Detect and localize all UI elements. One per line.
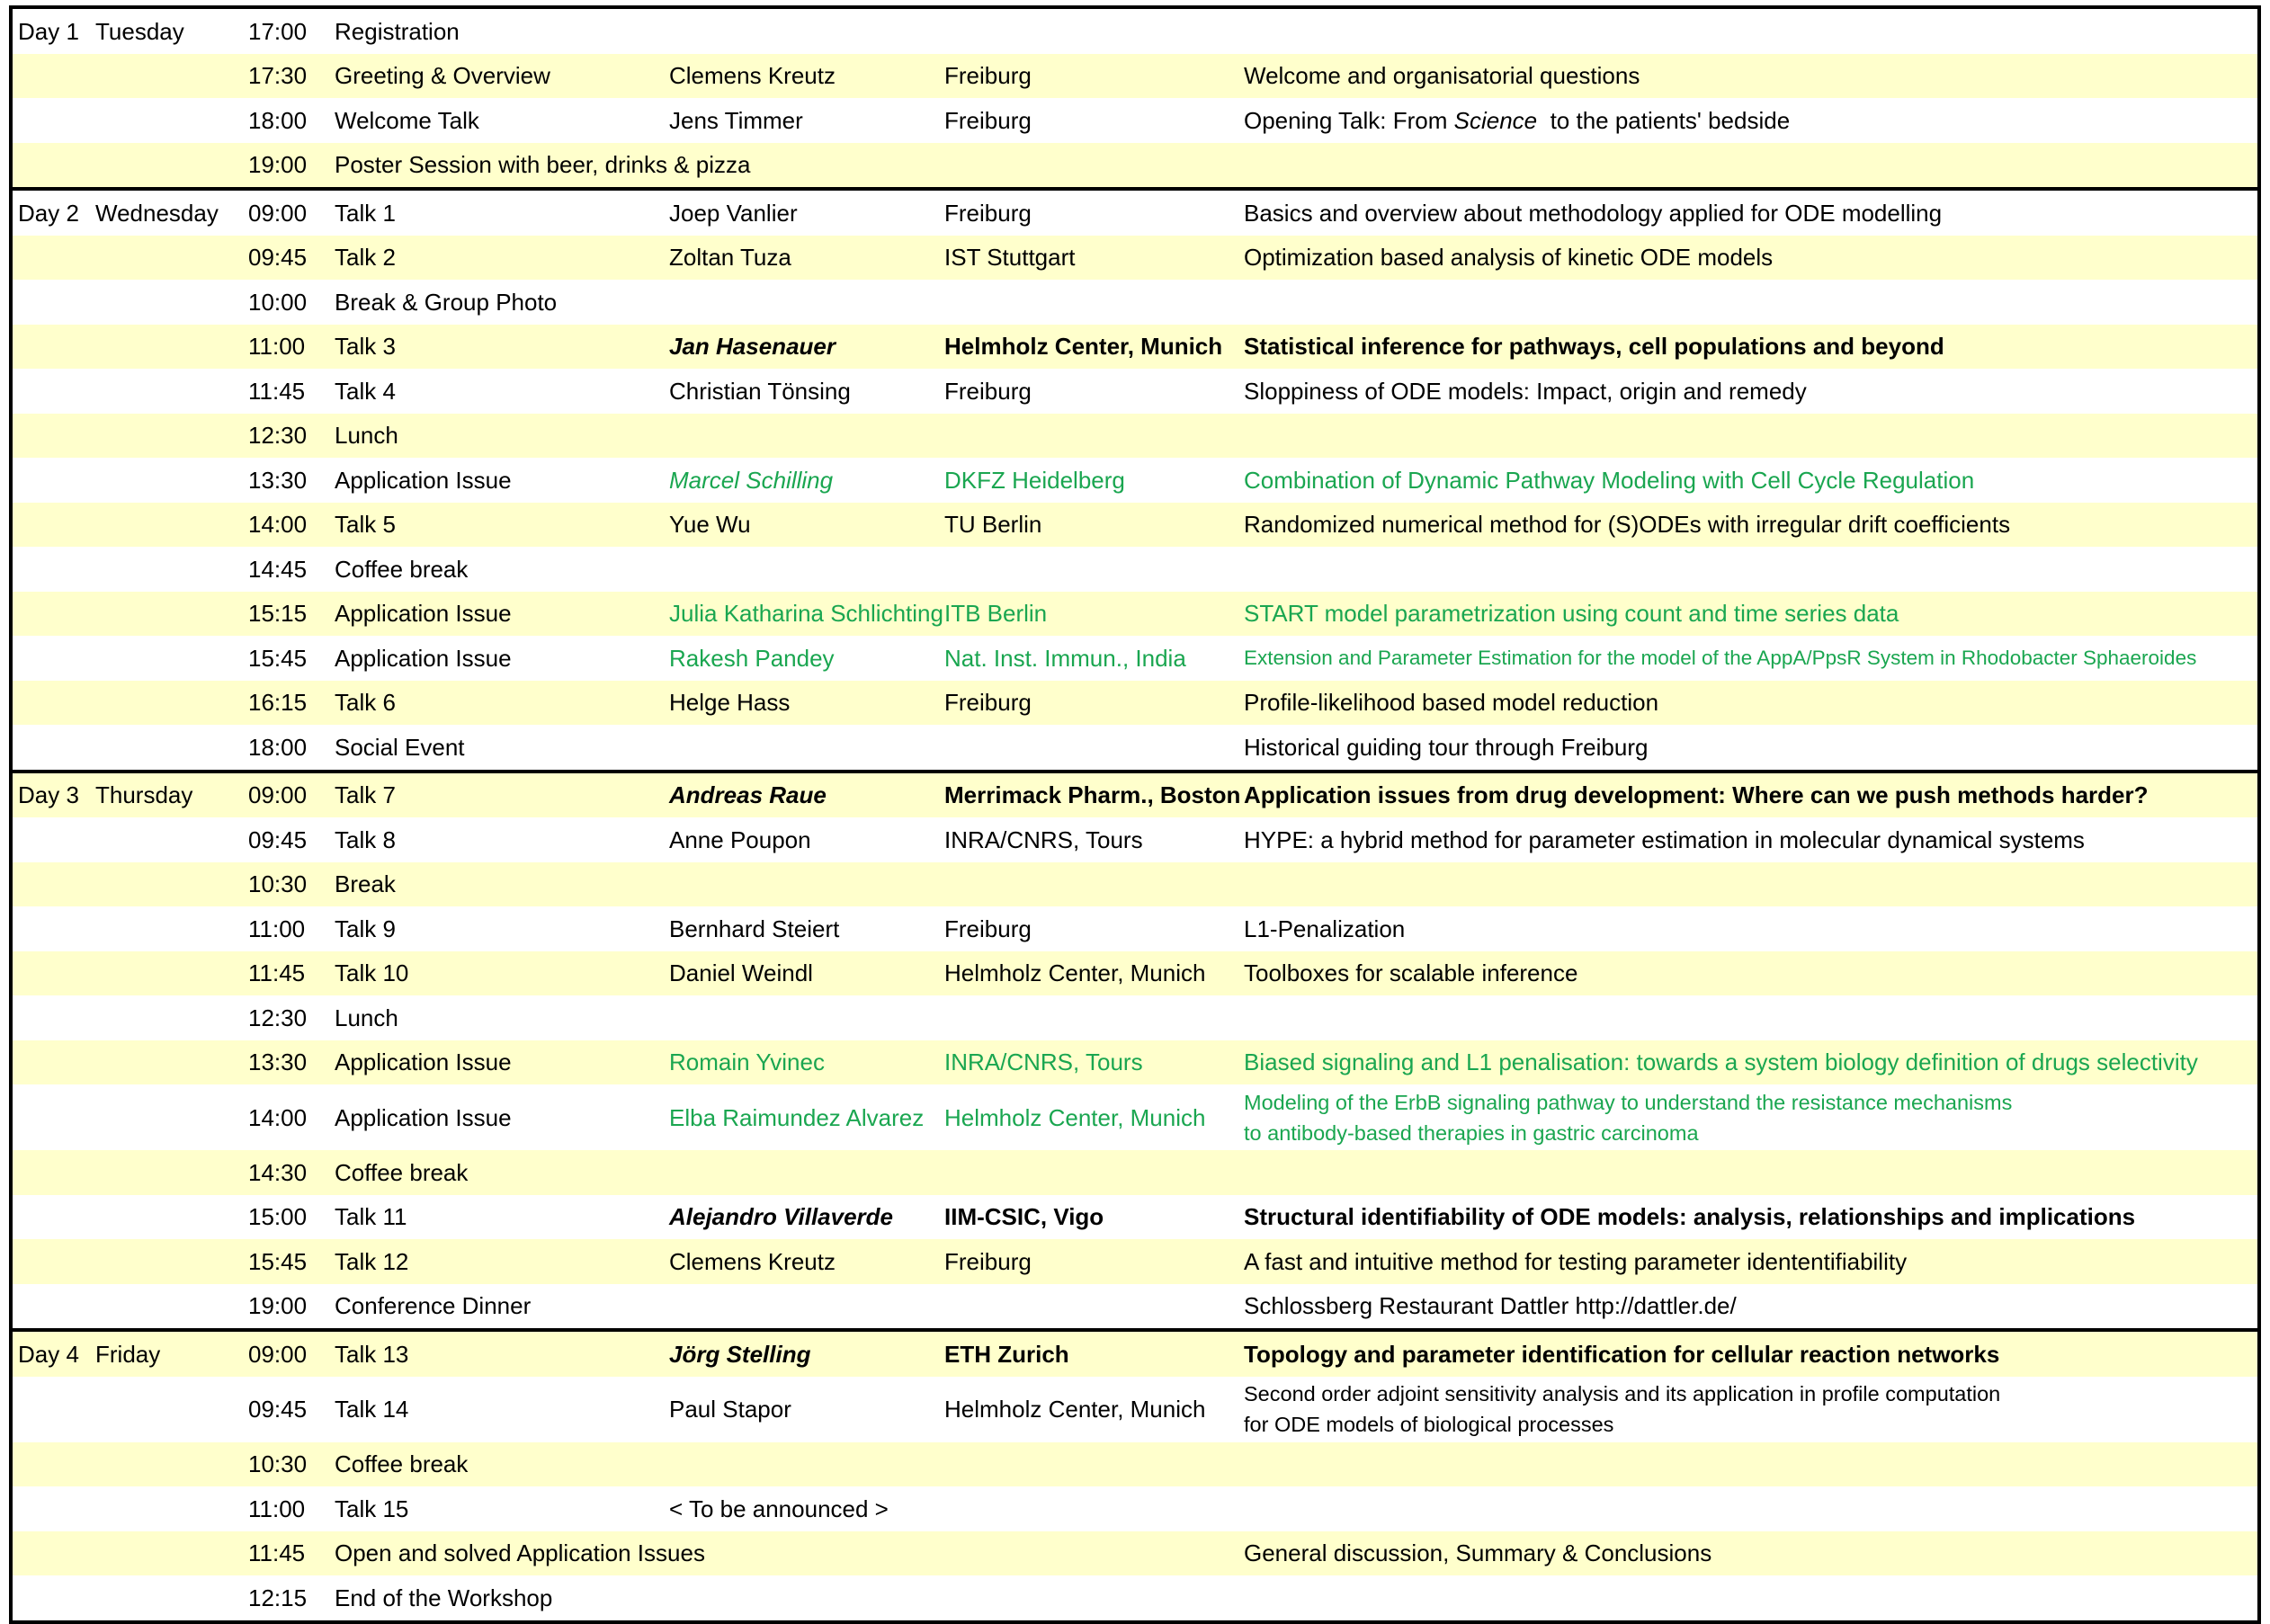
speaker-name: Elba Raimundez Alvarez bbox=[669, 1103, 925, 1131]
talk-topic bbox=[1244, 1379, 2257, 1440]
schedule-row bbox=[13, 98, 2257, 143]
weekday-label: Friday bbox=[95, 1340, 161, 1368]
affiliation: INRA/CNRS, Tours bbox=[944, 1048, 1143, 1076]
session-title: Talk 2 bbox=[335, 244, 396, 272]
day-block bbox=[9, 1332, 2261, 1624]
session-title: Open and solved Application Issues bbox=[335, 1539, 705, 1567]
schedule-row bbox=[13, 414, 2257, 459]
schedule-row bbox=[13, 995, 2257, 1040]
talk-topic: Biased signaling and L1 penalisation: towards a system biology definition of drugs selectivity bbox=[1244, 1048, 2198, 1076]
talk-topic: Schlossberg Restaurant Dattler http://dattler.de/ bbox=[1244, 1292, 1737, 1320]
schedule-row bbox=[13, 1486, 2257, 1531]
time-cell: 15:00 bbox=[248, 1203, 308, 1231]
workshop-schedule-table bbox=[9, 5, 2261, 1624]
talk-topic: Optimization based analysis of kinetic ODE models bbox=[1244, 244, 1774, 272]
talk-topic: HYPE: a hybrid method for parameter estimation in molecular dynamical systems bbox=[1244, 825, 2085, 853]
schedule-row bbox=[13, 862, 2257, 907]
talk-topic: Statistical inference for pathways, cell populations and beyond bbox=[1244, 333, 1944, 361]
session-title: Coffee break bbox=[335, 555, 469, 583]
session-title: Social Event bbox=[335, 733, 465, 761]
schedule-row bbox=[13, 9, 2257, 54]
session-title: Talk 13 bbox=[335, 1340, 409, 1368]
day-label: Day 4 bbox=[18, 1340, 79, 1368]
affiliation: Freiburg bbox=[944, 106, 1032, 134]
topic-line: to antibody-based therapies in gastric carcinoma bbox=[1244, 1120, 1699, 1145]
affiliation: Helmholz Center, Munich bbox=[944, 959, 1206, 987]
time-cell: 12:30 bbox=[248, 1004, 308, 1031]
time-cell: 17:00 bbox=[248, 17, 308, 45]
schedule-row bbox=[13, 1332, 2257, 1377]
schedule-row bbox=[13, 1150, 2257, 1195]
affiliation: ETH Zurich bbox=[944, 1340, 1069, 1368]
schedule-row bbox=[13, 636, 2257, 681]
speaker-name: Christian Tönsing bbox=[669, 377, 851, 405]
time-cell: 11:45 bbox=[248, 1539, 306, 1567]
session-title: Lunch bbox=[335, 422, 398, 450]
session-title: Talk 6 bbox=[335, 689, 396, 717]
session-title: Talk 9 bbox=[335, 915, 396, 942]
topic-line: Second order adjoint sensitivity analysis and its application in profile computation bbox=[1244, 1382, 2001, 1405]
talk-topic bbox=[1244, 1087, 2257, 1148]
speaker-name: Alejandro Villaverde bbox=[669, 1203, 894, 1231]
speaker-name: Zoltan Tuza bbox=[669, 244, 791, 272]
talk-topic: Toolboxes for scalable inference bbox=[1244, 959, 1578, 987]
time-cell: 14:45 bbox=[248, 555, 308, 583]
speaker-name: Clemens Kreutz bbox=[669, 1247, 836, 1275]
talk-topic: General discussion, Summary & Conclusions bbox=[1244, 1539, 1712, 1567]
session-title: Application Issue bbox=[335, 466, 512, 494]
session-title: Talk 7 bbox=[335, 781, 396, 809]
time-cell: 09:00 bbox=[248, 199, 308, 227]
talk-topic: Topology and parameter identification for cellular reaction networks bbox=[1244, 1340, 2000, 1368]
session-title: Poster Session with beer, drinks & pizza bbox=[335, 151, 751, 179]
day-label: Day 3 bbox=[18, 781, 79, 809]
time-cell: 09:00 bbox=[248, 1340, 308, 1368]
speaker-name: Helge Hass bbox=[669, 689, 791, 717]
talk-topic: Combination of Dynamic Pathway Modeling with Cell Cycle Regulation bbox=[1244, 466, 1975, 494]
topic-line: Modeling of the ErbB signaling pathway to understand the resistance mechanisms bbox=[1244, 1090, 2013, 1114]
schedule-row bbox=[13, 951, 2257, 996]
affiliation: Freiburg bbox=[944, 62, 1032, 90]
session-title: Talk 1 bbox=[335, 199, 396, 227]
speaker-name: Jörg Stelling bbox=[669, 1340, 811, 1368]
talk-topic: Historical guiding tour through Freiburg bbox=[1244, 733, 1649, 761]
weekday-label: Tuesday bbox=[95, 17, 184, 45]
session-title: Application Issue bbox=[335, 1103, 512, 1131]
time-cell: 11:00 bbox=[248, 333, 306, 361]
time-cell: 10:00 bbox=[248, 288, 308, 316]
time-cell: 19:00 bbox=[248, 151, 308, 179]
session-title: Talk 15 bbox=[335, 1495, 409, 1522]
affiliation: Merrimack Pharm., Boston bbox=[944, 781, 1241, 809]
affiliation: INRA/CNRS, Tours bbox=[944, 825, 1143, 853]
session-title: Coffee break bbox=[335, 1450, 469, 1478]
affiliation: Freiburg bbox=[944, 689, 1032, 717]
time-cell: 11:00 bbox=[248, 915, 306, 942]
schedule-row bbox=[13, 143, 2257, 188]
day-block bbox=[9, 191, 2261, 773]
schedule-row bbox=[13, 547, 2257, 592]
affiliation: Freiburg bbox=[944, 199, 1032, 227]
day-label: Day 2 bbox=[18, 199, 79, 227]
affiliation: Freiburg bbox=[944, 915, 1032, 942]
time-cell: 13:30 bbox=[248, 1048, 308, 1076]
affiliation: Helmholz Center, Munich bbox=[944, 1103, 1206, 1131]
time-cell: 10:30 bbox=[248, 870, 308, 898]
schedule-row bbox=[13, 681, 2257, 726]
speaker-name: Paul Stapor bbox=[669, 1396, 791, 1423]
talk-topic: Basics and overview about methodology applied for ODE modelling bbox=[1244, 199, 1943, 227]
time-cell: 19:00 bbox=[248, 1292, 308, 1320]
time-cell: 14:00 bbox=[248, 1103, 308, 1131]
affiliation: Helmholz Center, Munich bbox=[944, 333, 1223, 361]
speaker-name: Joep Vanlier bbox=[669, 199, 798, 227]
affiliation: Helmholz Center, Munich bbox=[944, 1396, 1206, 1423]
speaker-name: Bernhard Steiert bbox=[669, 915, 840, 942]
schedule-row bbox=[13, 1239, 2257, 1284]
talk-topic: Extension and Parameter Estimation for the model of the AppA/PpsR System in Rhodobacter Sphaeroides bbox=[1244, 646, 2197, 669]
schedule-row bbox=[13, 1575, 2257, 1620]
speaker-name: Julia Katharina Schlichting bbox=[669, 600, 943, 628]
time-cell: 15:15 bbox=[248, 600, 308, 628]
talk-topic bbox=[1244, 105, 2257, 136]
affiliation: IIM-CSIC, Vigo bbox=[944, 1203, 1104, 1231]
session-title: Conference Dinner bbox=[335, 1292, 532, 1320]
session-title: End of the Workshop bbox=[335, 1584, 553, 1611]
topic-part: Opening Talk: From bbox=[1244, 106, 1454, 134]
time-cell: 15:45 bbox=[248, 644, 308, 672]
session-title: Talk 14 bbox=[335, 1396, 409, 1423]
speaker-name: < To be announced > bbox=[669, 1495, 889, 1522]
time-cell: 11:45 bbox=[248, 377, 306, 405]
schedule-row bbox=[13, 503, 2257, 548]
time-cell: 09:00 bbox=[248, 781, 308, 809]
time-cell: 12:15 bbox=[248, 1584, 308, 1611]
schedule-row bbox=[13, 325, 2257, 370]
topic-line: for ODE models of biological processes bbox=[1244, 1413, 1614, 1436]
session-title: Break bbox=[335, 870, 396, 898]
schedule-row bbox=[13, 1284, 2257, 1329]
speaker-name: Daniel Weindl bbox=[669, 959, 813, 987]
schedule-row bbox=[13, 592, 2257, 637]
schedule-row bbox=[13, 191, 2257, 236]
session-title: Registration bbox=[335, 17, 460, 45]
time-cell: 09:45 bbox=[248, 1396, 308, 1423]
session-title: Welcome Talk bbox=[335, 106, 479, 134]
schedule-row bbox=[13, 1040, 2257, 1085]
talk-topic: Application issues from drug development: Where can we push methods harder? bbox=[1244, 781, 2149, 809]
session-title: Coffee break bbox=[335, 1158, 469, 1186]
talk-topic: Structural identifiability of ODE models: analysis, relationships and implications bbox=[1244, 1203, 2136, 1231]
affiliation: Freiburg bbox=[944, 1247, 1032, 1275]
schedule-row bbox=[13, 906, 2257, 951]
time-cell: 10:30 bbox=[248, 1450, 308, 1478]
session-title: Talk 12 bbox=[335, 1247, 409, 1275]
affiliation: ITB Berlin bbox=[944, 600, 1048, 628]
schedule-row bbox=[13, 1084, 2257, 1150]
time-cell: 09:45 bbox=[248, 244, 308, 272]
talk-topic: Randomized numerical method for (S)ODEs with irregular drift coefficients bbox=[1244, 511, 2011, 539]
schedule-row bbox=[13, 1442, 2257, 1487]
schedule-row bbox=[13, 458, 2257, 503]
schedule-row bbox=[13, 369, 2257, 414]
time-cell: 17:30 bbox=[248, 62, 308, 90]
time-cell: 12:30 bbox=[248, 422, 308, 450]
time-cell: 11:00 bbox=[248, 1495, 306, 1522]
schedule-row bbox=[13, 280, 2257, 325]
session-title: Talk 4 bbox=[335, 377, 396, 405]
speaker-name: Marcel Schilling bbox=[669, 466, 834, 494]
speaker-name: Anne Poupon bbox=[669, 825, 811, 853]
session-title: Talk 3 bbox=[335, 333, 396, 361]
weekday-label: Wednesday bbox=[95, 199, 219, 227]
topic-part: Science bbox=[1453, 106, 1538, 134]
talk-topic: Profile-likelihood based model reduction bbox=[1244, 689, 1659, 717]
talk-topic: Welcome and organisatorial questions bbox=[1244, 62, 1640, 90]
time-cell: 09:45 bbox=[248, 825, 308, 853]
affiliation: TU Berlin bbox=[944, 511, 1042, 539]
time-cell: 18:00 bbox=[248, 106, 308, 134]
talk-topic: L1-Penalization bbox=[1244, 915, 1406, 942]
session-title: Greeting & Overview bbox=[335, 62, 550, 90]
speaker-name: Romain Yvinec bbox=[669, 1048, 825, 1076]
schedule-row bbox=[13, 236, 2257, 281]
talk-topic: A fast and intuitive method for testing parameter idententifiability bbox=[1244, 1247, 1908, 1275]
time-cell: 14:30 bbox=[248, 1158, 308, 1186]
schedule-row bbox=[13, 1377, 2257, 1442]
schedule-row bbox=[13, 54, 2257, 99]
schedule-row bbox=[13, 725, 2257, 770]
talk-topic: START model parametrization using count and time series data bbox=[1244, 600, 1899, 628]
session-title: Talk 5 bbox=[335, 511, 396, 539]
time-cell: 16:15 bbox=[248, 689, 308, 717]
weekday-label: Thursday bbox=[95, 781, 193, 809]
speaker-name: Jens Timmer bbox=[669, 106, 803, 134]
session-title: Talk 8 bbox=[335, 825, 396, 853]
day-block bbox=[9, 5, 2261, 191]
time-cell: 11:45 bbox=[248, 959, 306, 987]
session-title: Talk 10 bbox=[335, 959, 409, 987]
schedule-row bbox=[13, 817, 2257, 862]
speaker-name: Clemens Kreutz bbox=[669, 62, 836, 90]
day-block bbox=[9, 773, 2261, 1333]
schedule-row bbox=[13, 1195, 2257, 1240]
speaker-name: Jan Hasenauer bbox=[669, 333, 836, 361]
topic-part: to the patients' bedside bbox=[1537, 106, 1791, 134]
session-title: Application Issue bbox=[335, 644, 512, 672]
affiliation: IST Stuttgart bbox=[944, 244, 1076, 272]
affiliation: Nat. Inst. Immun., India bbox=[944, 644, 1186, 672]
speaker-name: Rakesh Pandey bbox=[669, 644, 835, 672]
time-cell: 14:00 bbox=[248, 511, 308, 539]
session-title: Application Issue bbox=[335, 600, 512, 628]
session-title: Talk 11 bbox=[335, 1203, 407, 1231]
schedule-row bbox=[13, 1531, 2257, 1576]
time-cell: 15:45 bbox=[248, 1247, 308, 1275]
session-title: Lunch bbox=[335, 1004, 398, 1031]
affiliation: Freiburg bbox=[944, 377, 1032, 405]
affiliation: DKFZ Heidelberg bbox=[944, 466, 1125, 494]
session-title: Break & Group Photo bbox=[335, 288, 558, 316]
time-cell: 13:30 bbox=[248, 466, 308, 494]
speaker-name: Yue Wu bbox=[669, 511, 751, 539]
session-title: Application Issue bbox=[335, 1048, 512, 1076]
schedule-row bbox=[13, 773, 2257, 818]
speaker-name: Andreas Raue bbox=[669, 781, 827, 809]
talk-topic: Sloppiness of ODE models: Impact, origin and remedy bbox=[1244, 377, 1807, 405]
time-cell: 18:00 bbox=[248, 733, 308, 761]
day-label: Day 1 bbox=[18, 17, 79, 45]
